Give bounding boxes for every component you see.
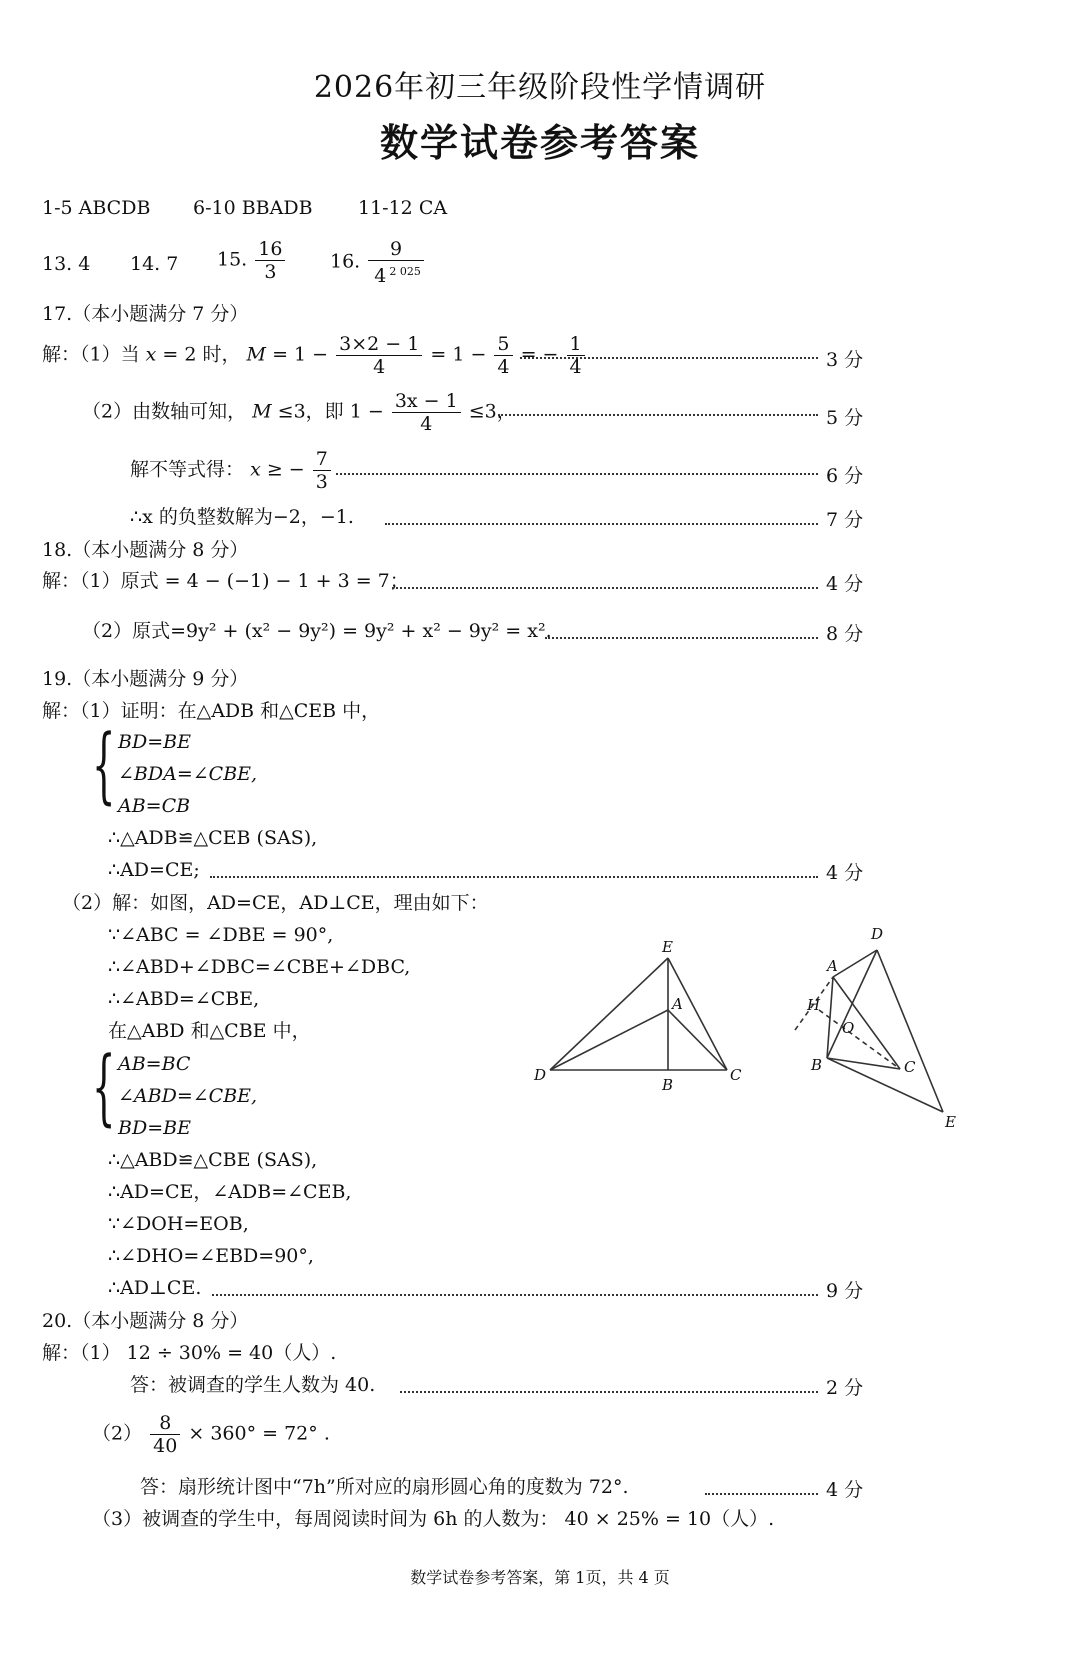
answer-16-exp: 2 025: [389, 265, 421, 278]
q17-p4-leader: [385, 523, 818, 525]
q19-step1: ∵∠ABC = ∠DBE = 90°,: [108, 924, 334, 946]
q17-part1: [42, 333, 587, 378]
q19-step2: ∴∠ABD+∠DBC=∠CBE+∠DBC,: [108, 956, 411, 978]
fig1-label-c: C: [730, 1066, 742, 1084]
answers-6-10: 6-10 BBADB: [193, 197, 313, 219]
q20-a1-score: 2 分: [826, 1377, 864, 1399]
answer-14: 14. 7: [130, 253, 179, 275]
answers-11-12: 11-12 CA: [358, 197, 448, 219]
q19-s9-score: 9 分: [826, 1280, 864, 1302]
q17-p1-num1: 3×2 − 1: [336, 333, 422, 356]
q20-p2-num: 8: [150, 1412, 180, 1435]
fig1-label-a: A: [672, 995, 683, 1013]
q19-s9-leader: [212, 1294, 818, 1296]
q17-title: 17.（本小题满分 7 分）: [42, 303, 249, 325]
fig2-label-e: E: [945, 1113, 956, 1131]
answer-16: [330, 238, 426, 287]
q18-p2-score: 8 分: [826, 623, 864, 645]
figure-2: [785, 920, 970, 1135]
q17-p4-score: 7 分: [826, 509, 864, 531]
q20-part3: （3）被调查的学生中，每周阅读时间为 6h 的人数为： 40 × 25% = 10（人）.: [92, 1508, 775, 1530]
q17-p3-prefix: 解不等式得：: [130, 458, 245, 481]
q19-l2-score: 4 分: [826, 862, 864, 884]
q20-a1-leader: [400, 1391, 818, 1393]
q19-l2-leader: [210, 876, 818, 878]
q17-p1-eq3: = −: [520, 343, 559, 366]
q17-p1-den2: 4: [497, 356, 510, 378]
answer-13: 13. 4: [42, 253, 91, 275]
q19-line1: ∴△ADB≌△CEB (SAS),: [108, 827, 318, 849]
q19-part2: （2）解：如图，AD=CE，AD⊥CE，理由如下：: [62, 892, 489, 914]
q17-p2-den: 4: [420, 413, 433, 435]
fig2-label-a: A: [827, 957, 838, 975]
q20-a2-leader: [705, 1493, 818, 1495]
q17-p3-den: 3: [315, 471, 328, 493]
q20-p2-prefix: （2）: [92, 1422, 143, 1445]
q18-p2-leader: [545, 637, 818, 639]
q19-cond2: ∠BDA=∠CBE,: [118, 763, 258, 785]
q17-p1-prefix: 解：（1）当: [42, 343, 140, 366]
q19-title: 19.（本小题满分 9 分）: [42, 668, 249, 690]
q20-p2-den: 40: [153, 1435, 178, 1457]
q19-d2: ∠ABD=∠CBE,: [118, 1085, 258, 1107]
q19-step3: ∴∠ABD=∠CBE,: [108, 988, 260, 1010]
q18-title: 18.（本小题满分 8 分）: [42, 539, 249, 561]
q17-p2-mid: ≤3，即 1 −: [277, 400, 384, 423]
answers-1-5: 1-5 ABCDB: [42, 197, 151, 219]
fig1-label-e: E: [662, 938, 673, 956]
q17-p1-den1: 4: [373, 356, 386, 378]
page-subtitle: 数学试卷参考答案: [379, 121, 700, 165]
answer-16-num: 9: [368, 238, 424, 261]
q17-p1-leader: [520, 357, 818, 359]
page-title: 2026年初三年级阶段性学情调研: [313, 70, 767, 105]
q17-p1-x: x: [145, 343, 157, 366]
answer-15: [217, 238, 287, 283]
answer-15-num: 16: [255, 238, 285, 261]
answer-15-den: 3: [264, 261, 277, 283]
fig1-label-d: D: [534, 1066, 547, 1084]
q17-p1-num3: 1: [567, 333, 585, 356]
left-brace-1: {: [92, 718, 116, 813]
q17-p3-num: 7: [313, 448, 331, 471]
q17-p1-cond: = 2 时，: [162, 343, 241, 366]
q19-line2: ∴AD=CE;: [108, 859, 200, 881]
q17-p3-mid: ≥ −: [266, 458, 305, 481]
q18-p1-leader: [392, 587, 818, 589]
q17-p2-leader: [498, 414, 818, 416]
q19-step4: 在△ABD 和△CBE 中，: [108, 1020, 311, 1042]
q19-step5: ∴△ABD≌△CBE (SAS),: [108, 1149, 318, 1171]
q20-part1: 解：（1） 12 ÷ 30% = 40（人）.: [42, 1342, 337, 1364]
q19-step6: ∴AD=CE，∠ADB=∠CEB,: [108, 1181, 352, 1203]
fig1-label-b: B: [662, 1076, 674, 1094]
q17-p1-eq: = 1 −: [272, 343, 329, 366]
q17-part2: [82, 390, 516, 435]
q17-p1-m: M: [246, 343, 267, 366]
q18-p1-score: 4 分: [826, 573, 864, 595]
q17-p2-end: ≤3，: [468, 400, 516, 423]
q17-part4: ∴x 的负整数解为−2，−1.: [130, 506, 354, 528]
q20-part2: [92, 1412, 330, 1457]
q17-part3: [130, 448, 333, 493]
q17-p2-prefix: （2）由数轴可知，: [82, 400, 247, 423]
q19-cond3: AB=CB: [118, 795, 191, 817]
q19-d3: BD=BE: [118, 1117, 191, 1139]
answer-15-label: 15.: [217, 248, 248, 271]
answer-16-den: 4: [374, 265, 387, 288]
q17-p1-den3: 4: [569, 356, 582, 378]
fig2-label-c: C: [904, 1058, 916, 1076]
q19-cond1: BD=BE: [118, 731, 191, 753]
q18-part2: （2）原式=9y² + (x² − 9y²) = 9y² + x² − 9y² = x².: [82, 620, 552, 642]
q17-p3-score: 6 分: [826, 465, 864, 487]
fig2-label-o: O: [842, 1019, 855, 1037]
q20-a2-score: 4 分: [826, 1479, 864, 1501]
q20-answer2: 答：扇形统计图中“7h”所对应的扇形圆心角的度数为 72°.: [140, 1476, 629, 1498]
q19-d1: AB=BC: [118, 1053, 191, 1075]
q17-p2-m: M: [252, 400, 272, 423]
fig2-label-b: B: [811, 1056, 823, 1074]
q20-p2-end: × 360° = 72° .: [188, 1422, 330, 1445]
q17-p1-eq2: = 1 −: [430, 343, 487, 366]
left-brace-2: {: [92, 1040, 116, 1135]
q19-step8: ∴∠DHO=∠EBD=90°,: [108, 1245, 314, 1267]
q19-step7: ∵∠DOH=EOB,: [108, 1213, 249, 1235]
q17-p2-score: 5 分: [826, 407, 864, 429]
answer-16-label: 16.: [330, 250, 361, 273]
q17-p3-leader: [336, 473, 818, 475]
q20-answer1: 答：被调查的学生人数为 40.: [130, 1374, 376, 1396]
page-footer: 数学试卷参考答案，第 1页，共 4 页: [410, 1568, 670, 1587]
fig2-label-h: H: [807, 996, 821, 1014]
q17-p1-score: 3 分: [826, 349, 864, 371]
q17-p2-num: 3x − 1: [392, 390, 461, 413]
q17-p1-num2: 5: [494, 333, 512, 356]
q19-part1: 解：（1）证明：在△ADB 和△CEB 中，: [42, 700, 381, 722]
figure-1: [530, 935, 750, 1095]
q19-step9: ∴AD⊥CE.: [108, 1277, 202, 1299]
q17-p3-x: x: [250, 458, 261, 481]
q20-title: 20.（本小题满分 8 分）: [42, 1310, 249, 1332]
fig2-label-d: D: [871, 925, 884, 943]
q18-part1: 解：（1）原式 = 4 − (−1) − 1 + 3 = 7；: [42, 570, 409, 592]
